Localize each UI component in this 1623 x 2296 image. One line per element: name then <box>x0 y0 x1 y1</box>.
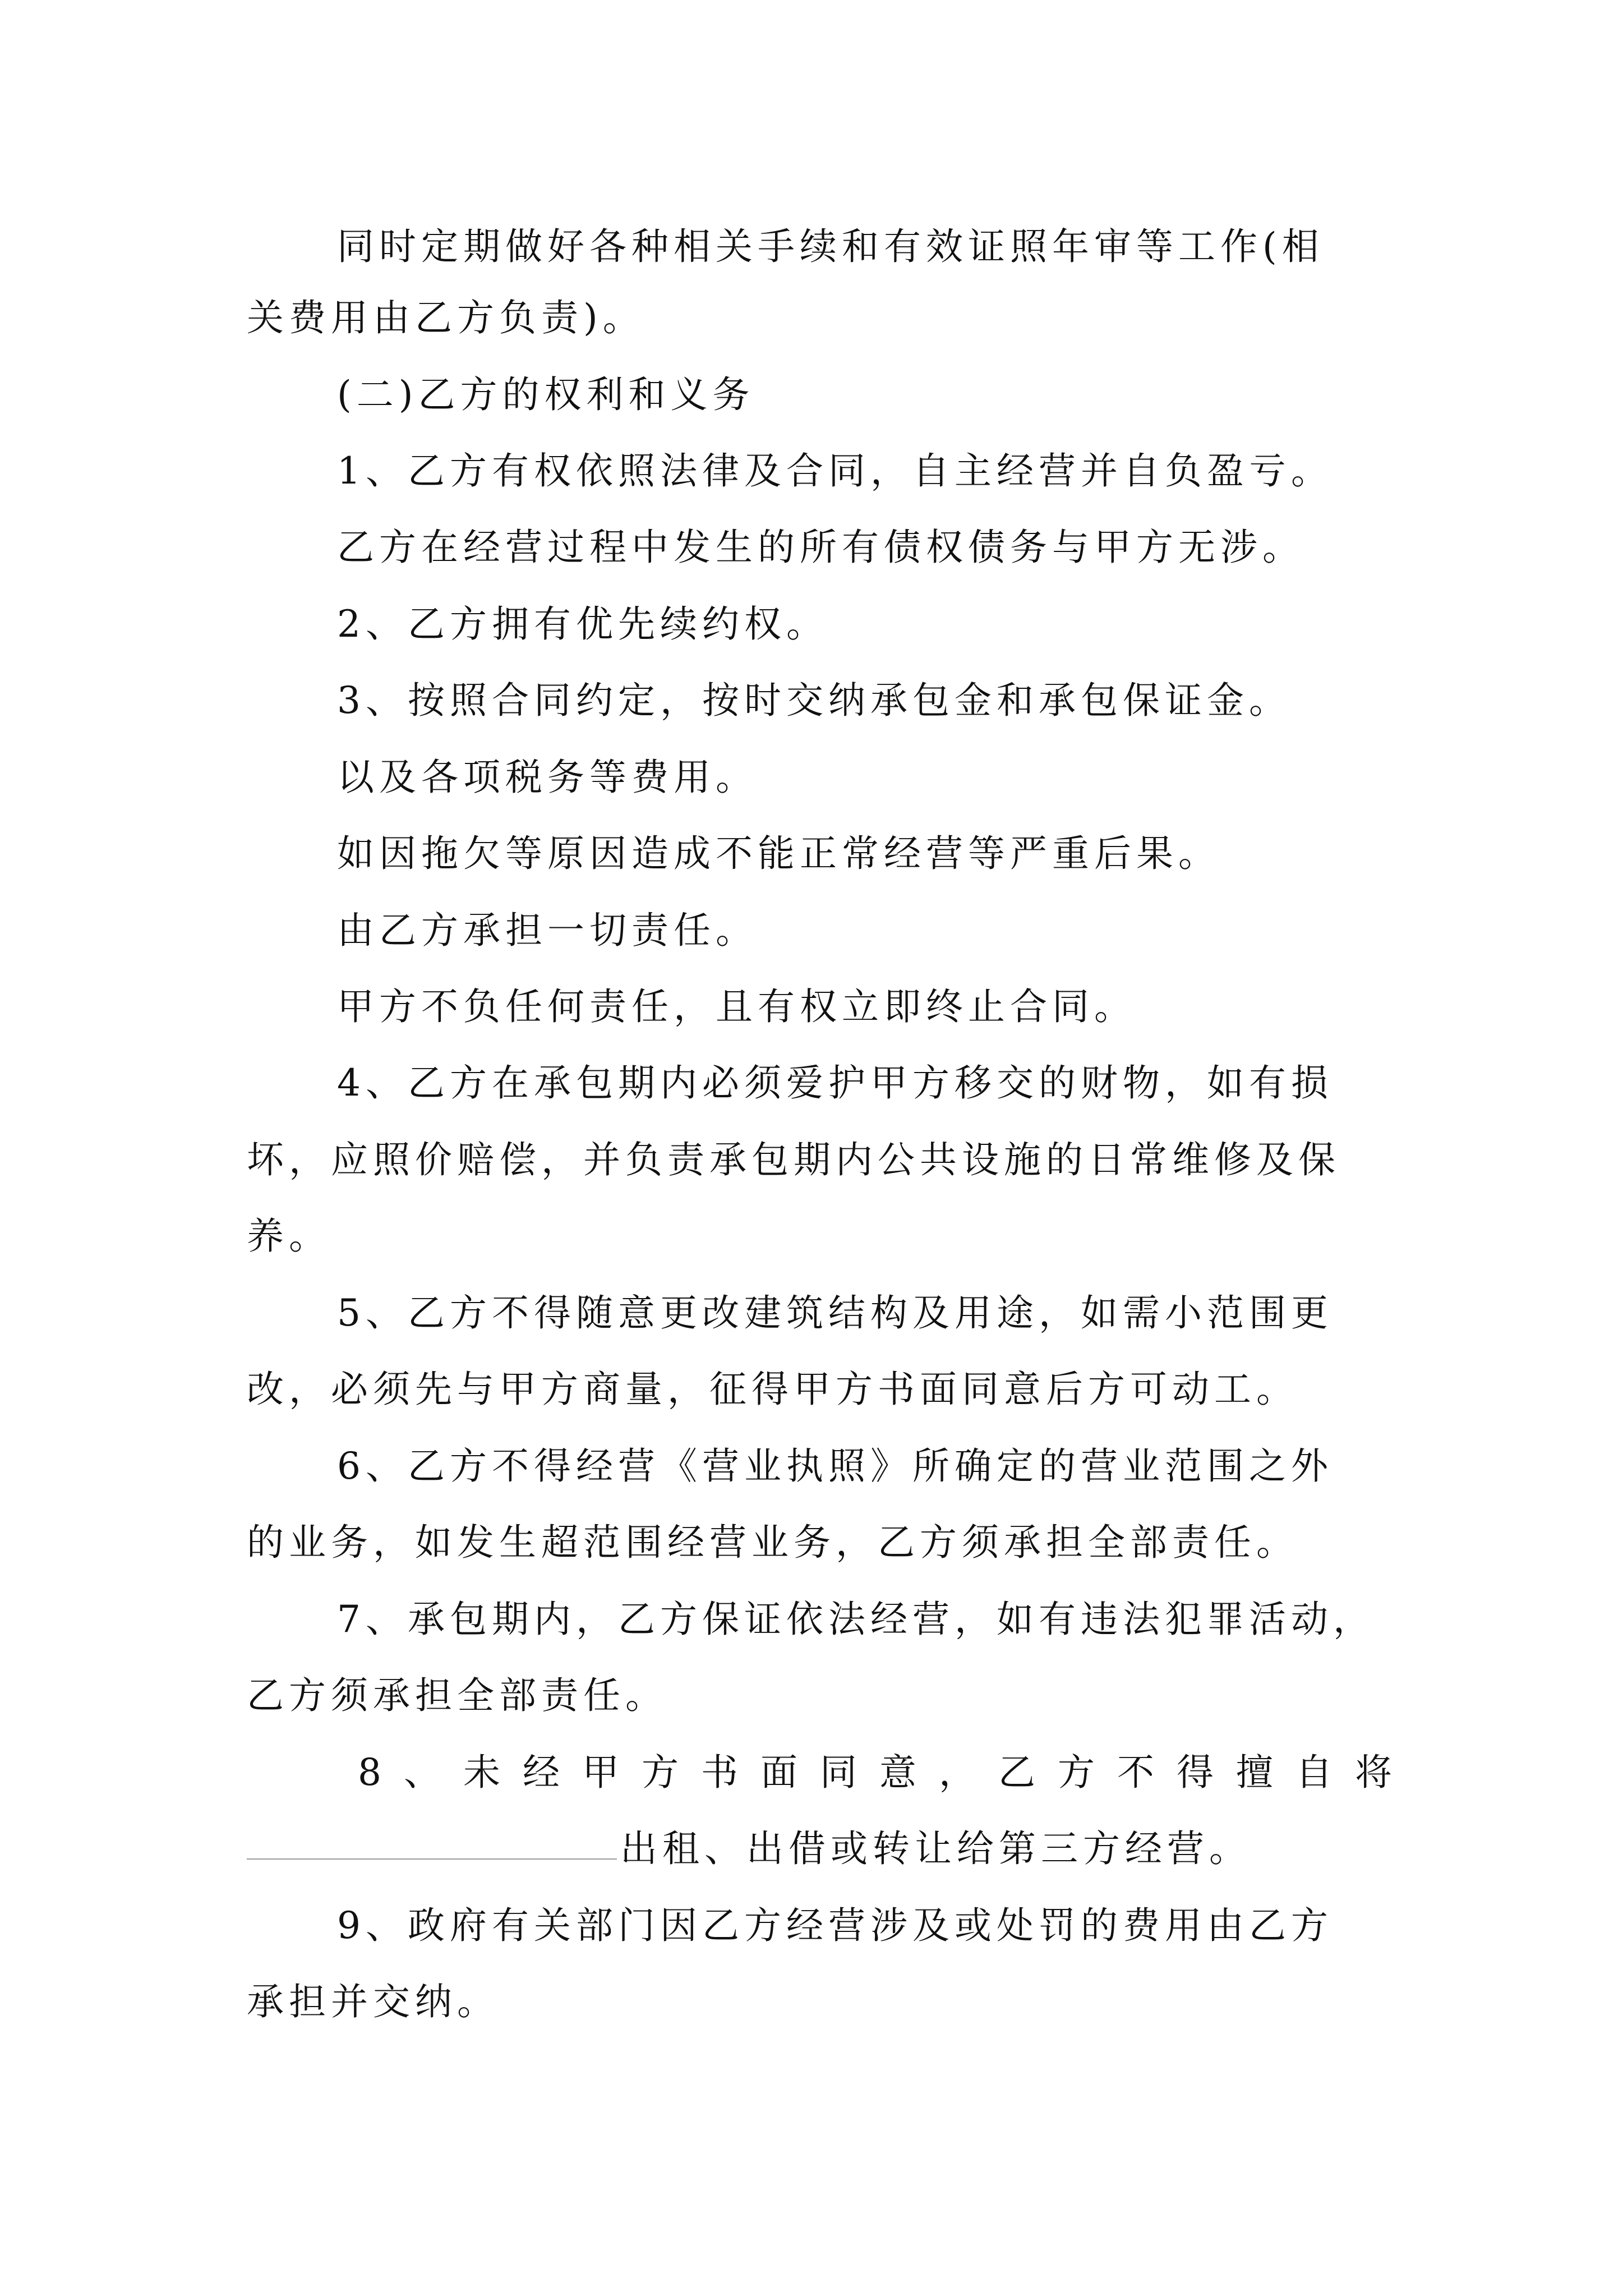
fill-in-blank-underline <box>247 1858 617 1860</box>
line-21: 8、未经甲方书面同意，乙方不得擅自将 <box>358 1751 1414 1794</box>
line-17: 6、乙方不得经营《营业执照》所确定的营业范围之外 <box>337 1444 1333 1488</box>
line-19: 7、承包期内，乙方保证依法经营，如有违法犯罪活动， <box>337 1598 1375 1641</box>
line-7: 3、按照合同约定，按时交纳承包金和承包保证金。 <box>337 679 1291 722</box>
line-16: 改，必须先与甲方商量，征得甲方书面同意后方可动工。 <box>247 1368 1298 1411</box>
line-9: 如因拖欠等原因造成不能正常经营等严重后果。 <box>337 832 1220 875</box>
line-10: 由乙方承担一切责任。 <box>337 909 758 952</box>
line-12: 4、乙方在承包期内必须爱护甲方移交的财物，如有损 <box>337 1061 1333 1105</box>
line-22: 出租、出借或转让给第三方经营。 <box>620 1827 1251 1870</box>
line-14: 养。 <box>247 1214 331 1258</box>
line-20: 乙方须承担全部责任。 <box>247 1674 667 1717</box>
line-5: 乙方在经营过程中发生的所有债权债务与甲方无涉。 <box>337 526 1304 569</box>
line-23: 9、政府有关部门因乙方经营涉及或处罚的费用由乙方 <box>337 1904 1333 1947</box>
line-4: 1、乙方有权依照法律及合同，自主经营并自负盈亏。 <box>337 449 1333 493</box>
line-11: 甲方不负任何责任，且有权立即终止合同。 <box>337 985 1136 1028</box>
line-8: 以及各项税务等费用。 <box>337 756 758 799</box>
line-6: 2、乙方拥有优先续约权。 <box>337 602 828 646</box>
line-15: 5、乙方不得随意更改建筑结构及用途，如需小范围更 <box>337 1291 1333 1335</box>
line-2: 关费用由乙方负责)。 <box>247 296 645 339</box>
section-heading: (二)乙方的权利和义务 <box>337 373 755 416</box>
line-1: 同时定期做好各种相关手续和有效证照年审等工作(相 <box>337 225 1324 268</box>
line-24: 承担并交纳。 <box>247 1980 499 2023</box>
line-13: 坏，应照价赔偿，并负责承包期内公共设施的日常维修及保 <box>247 1138 1340 1181</box>
line-18: 的业务，如发生超范围经营业务，乙方须承担全部责任。 <box>247 1521 1298 1564</box>
